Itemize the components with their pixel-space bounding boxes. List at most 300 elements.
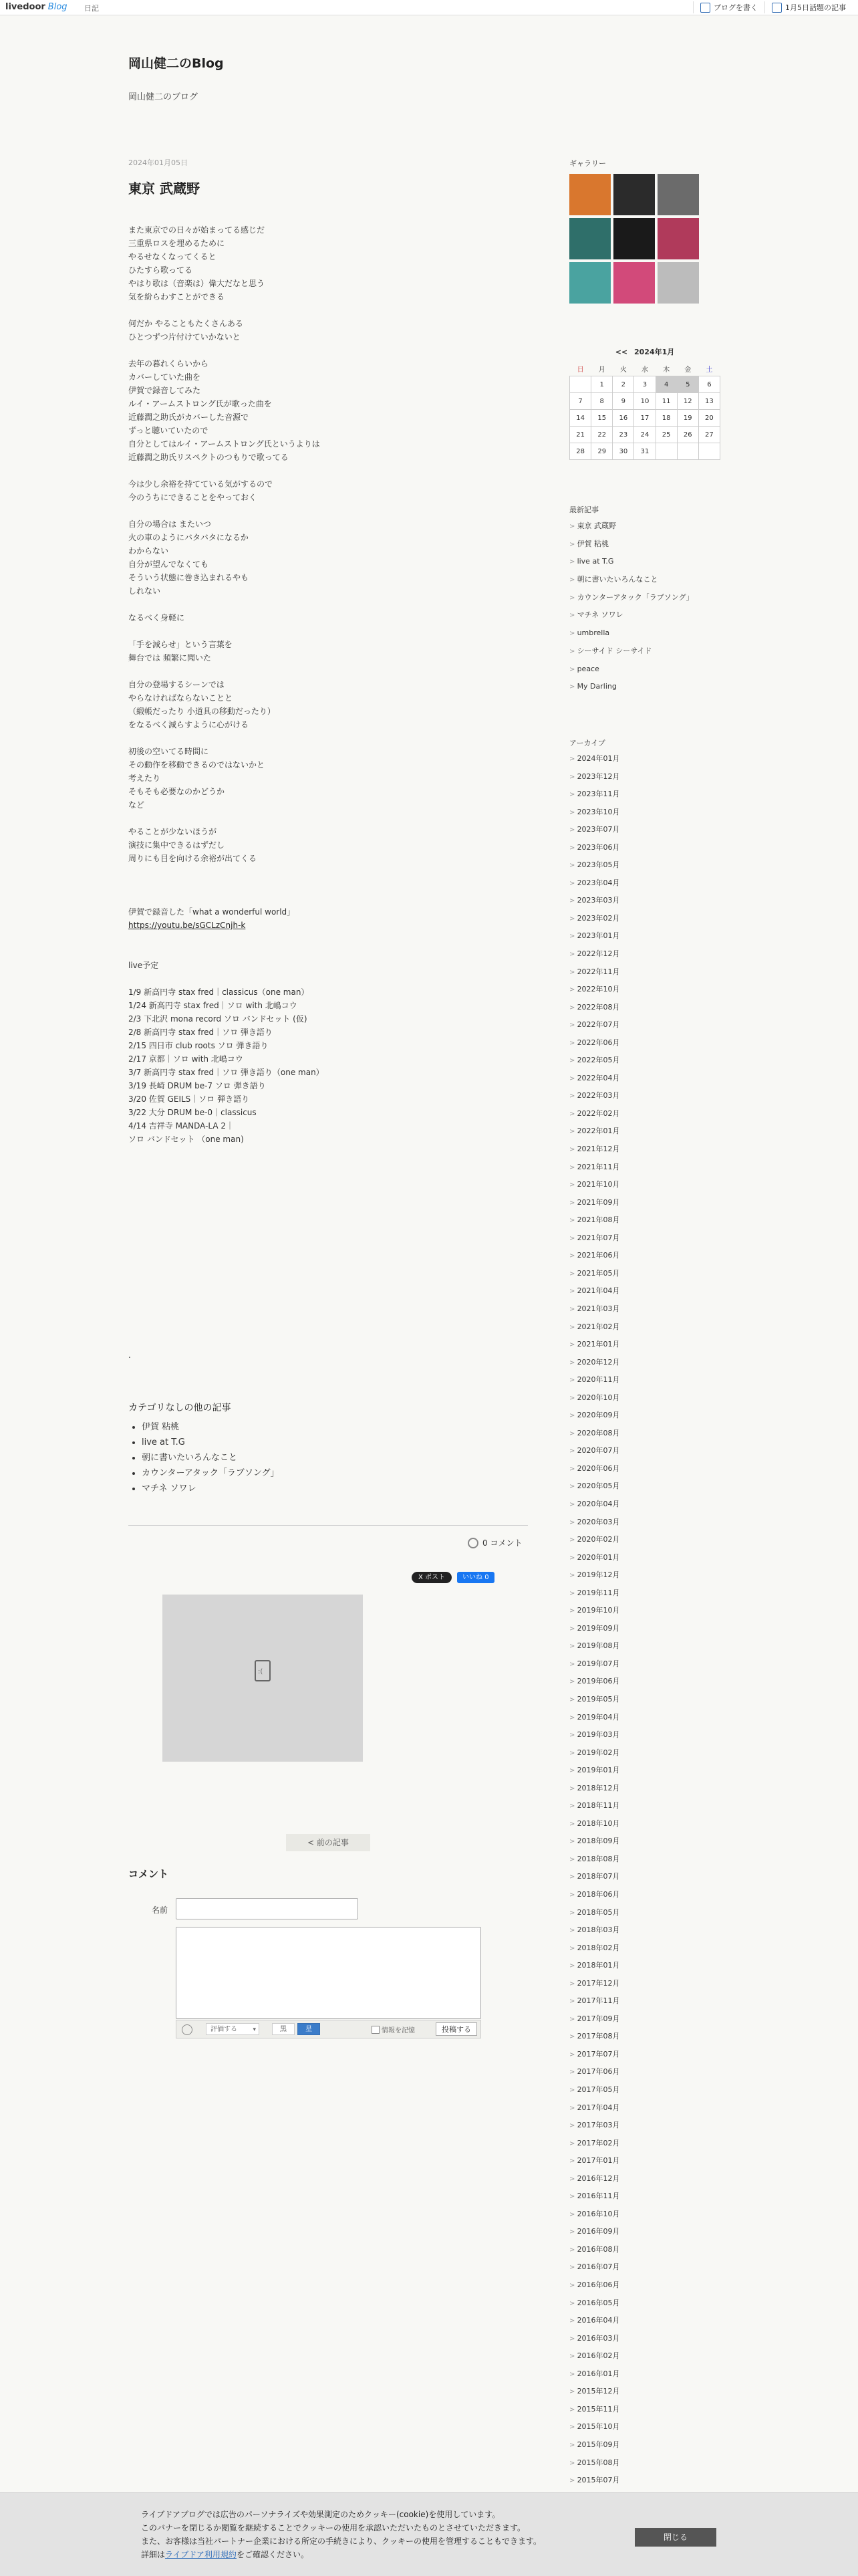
gallery-heading: ギャラリー — [569, 159, 606, 168]
live-heading: live予定 — [128, 961, 159, 970]
calendar-days — [570, 376, 720, 460]
rating-select[interactable]: 評価する ▾ — [206, 2023, 259, 2035]
archive-month-link[interactable]: > 2021年09月 — [569, 1194, 620, 1212]
archive-heading: アーカイブ — [569, 739, 605, 747]
post-line: 近藤潤之助氏リスペクトのつもりで歌ってる — [128, 453, 289, 462]
archive-month-link[interactable]: > 2018年09月 — [569, 1833, 620, 1851]
archive-month-link[interactable]: > 2023年11月 — [569, 786, 620, 804]
archive-month-link[interactable]: > 2020年09月 — [569, 1407, 620, 1425]
archive-month-link[interactable]: > 2020年08月 — [569, 1425, 620, 1443]
archive-month-link[interactable]: > 2016年12月 — [569, 2170, 620, 2188]
topic-article-button[interactable] — [764, 1, 853, 13]
calendar-day: 28 — [570, 443, 591, 460]
live-schedule-item: 3/20 佐賀 GEILS｜ソロ 弾き語り — [128, 1094, 250, 1104]
cookie-close-button[interactable]: 閉じる — [635, 2528, 716, 2547]
archive-month-link[interactable]: > 2019年07月 — [569, 1655, 620, 1673]
archive-month-link[interactable]: > 2019年02月 — [569, 1744, 620, 1762]
archive-month-link[interactable]: > 2015年10月 — [569, 2418, 620, 2436]
archive-month-link[interactable]: > 2022年07月 — [569, 1016, 620, 1034]
post-line: わからない — [128, 546, 169, 556]
category-heading: カテゴリなしの他の記事 — [128, 1403, 231, 1413]
archive-month-link[interactable]: > 2019年11月 — [569, 1585, 620, 1603]
comment-count-label: 0 コメント — [482, 1538, 523, 1548]
post-paragraph — [128, 678, 529, 731]
post-line: ずっと聴いていたので — [128, 426, 208, 435]
recent-posts-heading: 最新記事 — [569, 505, 599, 514]
archive-month-link[interactable]: > 2017年01月 — [569, 2152, 620, 2170]
calendar-day: 12 — [677, 393, 698, 410]
archive-month-link[interactable]: > 2018年08月 — [569, 1851, 620, 1869]
recent-post-link[interactable]: > My Darling — [569, 678, 694, 696]
archive-month-link[interactable]: > 2016年10月 — [569, 2206, 620, 2224]
post-line: また東京での日々が始まってる感じだ — [128, 225, 265, 235]
calendar-day: 26 — [677, 427, 698, 443]
gallery-thumbnail[interactable] — [658, 174, 699, 215]
topic-article-label: 1月5日話題の記事 — [785, 3, 846, 12]
calendar-weekday: 金 — [684, 366, 692, 374]
archive-month-link[interactable]: > 2018年12月 — [569, 1780, 620, 1798]
archive-month-link[interactable]: > 2016年06月 — [569, 2276, 620, 2295]
broken-image-icon — [255, 1660, 271, 1681]
calendar-day: 15 — [591, 410, 613, 427]
archive-month-link[interactable]: > 2016年02月 — [569, 2347, 620, 2365]
post-body — [128, 223, 529, 1146]
archive-month-link[interactable]: > 2023年02月 — [569, 910, 620, 928]
post-line: 舞台では 頻繁に聞いた — [128, 653, 211, 663]
post-line: なるべく身軽に — [128, 613, 185, 622]
archive-month-link[interactable]: > 2021年07月 — [569, 1230, 620, 1248]
post-line: やらなければならないことと — [128, 693, 233, 703]
category-list — [128, 1419, 529, 1496]
post-line: ルイ・アームストロング氏が歌った曲を — [128, 399, 272, 408]
archive-month-link[interactable]: > 2022年01月 — [569, 1123, 620, 1141]
archive-month-link[interactable]: > 2018年05月 — [569, 1904, 620, 1922]
category-list-item — [142, 1419, 529, 1435]
recording-line: 伊賀で録音した「what a wonderful world」 — [128, 907, 295, 917]
post-line: 近藤潤之助氏がカバーした音源で — [128, 413, 249, 422]
archive-month-link[interactable]: > 2018年01月 — [569, 1957, 620, 1975]
archive-month-link[interactable]: > 2017年07月 — [569, 2046, 620, 2064]
archive-month-link[interactable]: > 2022年02月 — [569, 1105, 620, 1123]
archive-month-link[interactable]: > 2022年06月 — [569, 1034, 620, 1052]
pencil-icon — [700, 3, 710, 13]
post-line: その動作を移動できるのではないかと — [128, 760, 265, 770]
calendar-day: 31 — [634, 443, 656, 460]
calendar-day: 27 — [698, 427, 720, 443]
archive-month-link[interactable]: > 2020年07月 — [569, 1442, 620, 1460]
recent-post-link[interactable]: > マチネ ソワレ — [569, 606, 694, 624]
previous-post-button[interactable]: < 前の記事 — [286, 1834, 370, 1851]
archive-month-link[interactable]: > 2018年02月 — [569, 1940, 620, 1958]
archive-month-link[interactable]: > 2021年06月 — [569, 1247, 620, 1265]
gallery-thumbnail[interactable] — [658, 262, 699, 304]
star-toggle[interactable]: 星 — [297, 2023, 320, 2035]
post-line: 去年の暮れくらいから — [128, 359, 209, 368]
archive-month-link[interactable]: > 2022年08月 — [569, 999, 620, 1017]
cookie-line-4 — [141, 2548, 541, 2561]
archive-month-link[interactable]: > 2022年05月 — [569, 1052, 620, 1070]
calendar-day: 9 — [613, 393, 634, 410]
submit-comment-button[interactable]: 投稿する — [436, 2022, 477, 2036]
archive-month-link[interactable]: > 2018年11月 — [569, 1797, 620, 1815]
archive-month-link[interactable]: > 2017年09月 — [569, 2010, 620, 2028]
live-schedule-item: ソロ バンドセット （one man) — [128, 1135, 244, 1144]
category-post-link[interactable]: live at T.G — [142, 1437, 185, 1447]
calendar-empty-cell — [570, 376, 591, 393]
post-line: そもそも必要なのかどうか — [128, 787, 225, 796]
gallery-thumbnail[interactable] — [613, 218, 655, 259]
live-schedule-item: 3/7 新高円寺 stax fred｜ソロ 弾き語り（one man） — [128, 1068, 324, 1077]
calendar-day[interactable]: 5 — [677, 376, 698, 393]
post-line: やるせなくなってくると — [128, 252, 217, 261]
archive-month-link[interactable]: > 2017年12月 — [569, 1975, 620, 1993]
calendar-day: 30 — [613, 443, 634, 460]
archive-month-link[interactable]: > 2016年08月 — [569, 2241, 620, 2259]
archive-month-link[interactable]: > 2017年02月 — [569, 2135, 620, 2153]
archive-month-link[interactable]: > 2017年03月 — [569, 2117, 620, 2135]
live-schedule-item: 1/24 新高円寺 stax fred｜ソロ with 北嶋コウ — [128, 1001, 297, 1010]
calendar-day: 19 — [677, 410, 698, 427]
post-line: 「手を減らせ」という言葉を — [128, 640, 233, 649]
post-line: やることが少ないほうが — [128, 827, 217, 836]
calendar-icon — [772, 3, 782, 13]
archive-month-link[interactable]: > 2023年06月 — [569, 839, 620, 857]
calendar-weekday: 月 — [598, 366, 605, 374]
post-paragraph — [128, 517, 529, 598]
post-line: 初後の空いてる時間に — [128, 747, 209, 756]
calendar-day: 17 — [634, 410, 656, 427]
recent-post-link[interactable]: > live at T.G — [569, 553, 694, 571]
post-line: 自分の登場するシーンでは — [128, 680, 225, 689]
calendar-day: 24 — [634, 427, 656, 443]
live-schedule-item: 4/14 吉祥寺 MANDA-LA 2｜ — [128, 1121, 235, 1131]
calendar-day[interactable]: 4 — [656, 376, 677, 393]
post-paragraphs — [128, 223, 529, 865]
archive-month-link[interactable]: > 2015年09月 — [569, 2436, 620, 2454]
archive-month-link[interactable]: > 2020年12月 — [569, 1354, 620, 1372]
category-post-link[interactable]: 伊賀 粘桃 — [142, 1422, 180, 1432]
post-paragraph — [128, 745, 529, 812]
archive-month-link[interactable]: > 2020年02月 — [569, 1531, 620, 1549]
archive-month-link[interactable]: > 2023年03月 — [569, 892, 620, 910]
post-line: ひたすら歌ってる — [128, 265, 193, 275]
cookie-line-4-pre: 詳細は — [141, 2550, 166, 2559]
archive-month-link[interactable]: > 2019年06月 — [569, 1673, 620, 1691]
calendar — [569, 346, 720, 460]
post-line: 自分の場合は またいつ — [128, 519, 211, 529]
calendar-weekday: 土 — [706, 366, 713, 374]
post-line: 演技に集中できるはずだし — [128, 840, 225, 850]
comment-heading: コメント — [128, 1868, 169, 1880]
comment-form-toolbar — [176, 2020, 481, 2038]
archive-month-link[interactable]: > 2015年08月 — [569, 2454, 620, 2472]
post-line: 火の車のようにバタバタになるか — [128, 533, 249, 542]
calendar-empty-cell — [656, 443, 677, 460]
post-line: やはり歌は（音楽は）偉大だなと思う — [128, 279, 265, 288]
archive-month-link[interactable]: > 2017年08月 — [569, 2028, 620, 2046]
archive-month-link[interactable]: > 2015年07月 — [569, 2472, 620, 2490]
calendar-weekday: 日 — [577, 366, 584, 374]
post-line: （緞帳だったり 小道具の移動だったり） — [128, 707, 275, 716]
archive-month-link[interactable]: > 2019年10月 — [569, 1602, 620, 1620]
name-input[interactable] — [176, 1898, 358, 1919]
calendar-day: 3 — [634, 376, 656, 393]
calendar-day: 10 — [634, 393, 656, 410]
calendar-day: 8 — [591, 393, 613, 410]
calendar-weekday: 木 — [663, 366, 670, 374]
gallery-thumbnail[interactable] — [569, 218, 611, 259]
archive-month-link[interactable]: > 2022年04月 — [569, 1070, 620, 1088]
archive-month-link[interactable]: > 2021年01月 — [569, 1336, 620, 1354]
calendar-day: 2 — [613, 376, 634, 393]
archive-month-link[interactable]: > 2021年02月 — [569, 1318, 620, 1336]
post-paragraph — [128, 611, 529, 624]
calendar-weekdays — [570, 361, 720, 376]
live-schedule-item: 2/3 下北沢 mona record ソロ バンドセット (仮) — [128, 1014, 307, 1024]
archive-month-link[interactable]: > 2016年01月 — [569, 2365, 620, 2383]
gallery-thumbnail[interactable] — [613, 174, 655, 215]
comment-textarea[interactable] — [176, 1927, 481, 2019]
post-line: カバーしていた曲を — [128, 372, 201, 382]
cookie-line-2: このバナーを閉じるか閲覧を継続することでクッキーの使用を承認いただいたものとさせていただきます。 — [141, 2523, 526, 2533]
archive-month-link[interactable]: > 2016年03月 — [569, 2330, 620, 2348]
archive-month-link[interactable]: > 2018年07月 — [569, 1868, 620, 1886]
calendar-week — [570, 410, 720, 427]
archive-list — [569, 750, 620, 2525]
calendar-day: 14 — [570, 410, 591, 427]
category-post-link[interactable]: カウンターアタック「ラブソング」 — [142, 1468, 279, 1478]
calendar-prev-link[interactable]: << — [615, 348, 628, 356]
calendar-day: 16 — [613, 410, 634, 427]
category-list-item — [142, 1435, 529, 1450]
live-schedule-item: 2/8 新高円寺 stax fred｜ソロ 弾き語り — [128, 1028, 273, 1037]
calendar-week — [570, 393, 720, 410]
archive-month-link[interactable]: > 2016年04月 — [569, 2312, 620, 2330]
calendar-month: 2024年1月 — [634, 348, 675, 356]
social-buttons — [412, 1572, 494, 1583]
archive-month-link[interactable]: > 2022年10月 — [569, 981, 620, 999]
recent-post-link[interactable]: > peace — [569, 661, 694, 679]
archive-month-link[interactable]: > 2022年03月 — [569, 1087, 620, 1105]
livedoor-blog-logo[interactable] — [5, 2, 67, 12]
recent-post-link[interactable]: > 朝に書いたいろんなこと — [569, 571, 694, 589]
blog-title[interactable]: 岡山健二のBlog — [128, 56, 224, 71]
archive-month-link[interactable]: > 2019年09月 — [569, 1620, 620, 1638]
archive-month-link[interactable]: > 2022年12月 — [569, 945, 620, 963]
archive-month-link[interactable]: > 2019年12月 — [569, 1566, 620, 1585]
archive-month-link[interactable]: > 2018年03月 — [569, 1921, 620, 1940]
archive-month-link[interactable]: > 2017年06月 — [569, 2063, 620, 2081]
remember-label: 情報を記憶 — [382, 2027, 415, 2034]
calendar-day: 29 — [591, 443, 613, 460]
post-date: 2024年01月05日 — [128, 158, 188, 167]
calendar-day: 25 — [656, 427, 677, 443]
live-schedule-item: 2/17 京都｜ソロ with 北嶋コウ — [128, 1054, 243, 1064]
post-paragraph — [128, 638, 529, 665]
post-paragraph — [128, 477, 529, 504]
youtube-link[interactable]: https://youtu.be/sGCLzCnjh-k — [128, 921, 246, 930]
post-paragraph — [128, 357, 529, 464]
archive-month-link[interactable]: > 2015年12月 — [569, 2383, 620, 2401]
archive-month-link[interactable]: > 2021年08月 — [569, 1211, 620, 1230]
archive-month-link[interactable]: > 2020年06月 — [569, 1460, 620, 1478]
archive-month-link[interactable]: > 2020年10月 — [569, 1389, 620, 1407]
calendar-day: 20 — [698, 410, 720, 427]
archive-month-link[interactable]: > 2023年12月 — [569, 768, 620, 786]
category-block — [128, 1401, 529, 1496]
calendar-week — [570, 427, 720, 443]
archive-month-link[interactable]: > 2018年10月 — [569, 1815, 620, 1833]
calendar-week — [570, 443, 720, 460]
calendar-day: 18 — [656, 410, 677, 427]
category-post-link[interactable]: マチネ ソワレ — [142, 1484, 196, 1494]
cookie-line-3: また、お客様は当社パートナー企業における所定の手続きにより、クッキーの使用を管理することもできます。 — [141, 2537, 542, 2546]
calendar-week — [570, 376, 720, 393]
archive-month-link[interactable]: > 2019年03月 — [569, 1726, 620, 1744]
calendar-weekday: 火 — [619, 366, 627, 374]
archive-month-link[interactable]: > 2019年01月 — [569, 1762, 620, 1780]
category-post-link[interactable]: 朝に書いたいろんなこと — [142, 1453, 238, 1463]
nav-diary-link[interactable]: 日記 — [84, 4, 99, 13]
archive-month-link[interactable]: > 2024年01月 — [569, 750, 620, 768]
archive-month-link[interactable]: > 2021年05月 — [569, 1265, 620, 1283]
calendar-day: 11 — [656, 393, 677, 410]
calendar-empty-cell — [698, 443, 720, 460]
archive-month-link[interactable]: > 2021年03月 — [569, 1300, 620, 1318]
calendar-day: 13 — [698, 393, 720, 410]
post-line: 自分としてはルイ・アームストロング氏というよりは — [128, 439, 320, 449]
archive-month-link[interactable]: > 2019年05月 — [569, 1691, 620, 1709]
archive-month-link[interactable]: > 2019年08月 — [569, 1637, 620, 1655]
archive-month-link[interactable]: > 2017年04月 — [569, 2099, 620, 2117]
archive-month-link[interactable]: > 2022年11月 — [569, 963, 620, 981]
comment-icon — [468, 1538, 478, 1548]
black-toggle[interactable]: 黒 — [272, 2023, 295, 2035]
recent-post-link[interactable]: > カウンターアタック「ラブソング」 — [569, 589, 694, 607]
remember-info[interactable] — [372, 2024, 415, 2034]
post-line: そういう状態に巻き込まれるやも — [128, 573, 249, 582]
live-schedule-item: 1/9 新高円寺 stax fred｜classicus（one man） — [128, 987, 309, 997]
archive-month-link[interactable]: > 2019年04月 — [569, 1709, 620, 1727]
cookie-line-4-post: をご確認ください。 — [236, 2550, 309, 2559]
post-line: 伊賀で録音してみた — [128, 386, 201, 395]
archive-month-link[interactable]: > 2017年05月 — [569, 2081, 620, 2099]
category-list-item — [142, 1481, 529, 1496]
x-post-button[interactable]: X ポスト — [412, 1572, 452, 1583]
category-list-item — [142, 1466, 529, 1481]
post-line: 周りにも目を向ける余裕が出てくる — [128, 854, 257, 863]
archive-month-link[interactable]: > 2016年11月 — [569, 2188, 620, 2206]
archive-month-link[interactable]: > 2023年01月 — [569, 927, 620, 945]
archive-month-link[interactable]: > 2017年11月 — [569, 1992, 620, 2010]
recent-post-link[interactable]: > 伊賀 粘桃 — [569, 536, 694, 554]
archive-month-link[interactable]: > 2021年12月 — [569, 1141, 620, 1159]
remember-checkbox[interactable] — [372, 2026, 380, 2034]
archive-month-link[interactable]: > 2018年06月 — [569, 1886, 620, 1904]
live-schedule — [128, 985, 529, 1146]
live-schedule-item: 3/19 長崎 DRUM be-7 ソロ 弾き語り — [128, 1081, 266, 1090]
post-line: 気を紛らわすことができる — [128, 292, 225, 302]
post-line: ひとつずつ片付けていかないと — [128, 332, 241, 342]
facebook-like-button[interactable]: いいね 0 — [457, 1572, 494, 1583]
calendar-day: 1 — [591, 376, 613, 393]
archive-month-link[interactable]: > 2023年10月 — [569, 804, 620, 822]
category-list-item — [142, 1450, 529, 1466]
name-label: 名前 — [152, 1905, 168, 1915]
post-paragraph — [128, 825, 529, 865]
calendar-day: 7 — [570, 393, 591, 410]
logo-suffix: Blog — [47, 2, 67, 12]
cookie-line-1: ライブドアブログでは広告のパーソナライズや効果測定のためクッキー(cookie)を使用しています。 — [141, 2510, 500, 2519]
archive-month-link[interactable]: > 2015年11月 — [569, 2401, 620, 2419]
calendar-day: 6 — [698, 376, 720, 393]
gallery-thumbnail[interactable] — [569, 262, 611, 304]
gallery-thumbnail[interactable] — [658, 218, 699, 259]
recent-post-link[interactable]: > シーサイド シーサイド — [569, 642, 694, 661]
calendar-header — [569, 346, 720, 357]
write-blog-label: ブログを書く — [714, 3, 758, 12]
archive-month-link[interactable]: > 2020年05月 — [569, 1478, 620, 1496]
terms-link[interactable]: ライブドア利用規約 — [165, 2550, 237, 2559]
post-line: 今は少し余裕を持てている気がするので — [128, 479, 273, 489]
archive-month-link[interactable]: > 2023年07月 — [569, 821, 620, 839]
post-paragraph — [128, 223, 529, 304]
comment-count-link[interactable] — [468, 1537, 522, 1548]
calendar-empty-cell — [677, 443, 698, 460]
archive-month-link[interactable]: > 2020年11月 — [569, 1371, 620, 1389]
post-line: 自分が望んでなくても — [128, 560, 209, 569]
archive-month-link[interactable]: > 2021年10月 — [569, 1176, 620, 1194]
post-line: 考えたり — [128, 774, 161, 783]
write-blog-button[interactable] — [693, 1, 764, 13]
recent-post-link[interactable]: > umbrella — [569, 624, 694, 642]
archive-month-link[interactable]: > 2016年07月 — [569, 2258, 620, 2276]
embedded-media-placeholder[interactable] — [162, 1595, 363, 1762]
divider — [128, 1525, 528, 1526]
cookie-message — [141, 2508, 541, 2561]
gallery-thumbnail[interactable] — [613, 262, 655, 304]
post-line: 今のうちにできることをやっておく — [128, 493, 257, 502]
archive-month-link[interactable]: > 2021年04月 — [569, 1282, 620, 1300]
calendar-day: 21 — [570, 427, 591, 443]
archive-month-link[interactable]: > 2023年05月 — [569, 856, 620, 874]
emoji-icon[interactable] — [182, 2024, 192, 2035]
post-dot: . — [128, 1351, 131, 1360]
post-line: 何だか やることもたくさんある — [128, 319, 243, 328]
calendar-day: 23 — [613, 427, 634, 443]
cookie-banner — [0, 2492, 858, 2576]
post-line: しれない — [128, 586, 161, 596]
gallery-thumbnail[interactable] — [569, 174, 611, 215]
archive-month-link[interactable]: > 2021年11月 — [569, 1159, 620, 1177]
archive-month-link[interactable]: > 2020年01月 — [569, 1549, 620, 1567]
blog-description: 岡山健二のブログ — [128, 92, 198, 102]
archive-month-link[interactable]: > 2016年09月 — [569, 2223, 620, 2241]
archive-month-link[interactable]: > 2016年05月 — [569, 2295, 620, 2313]
recent-posts-list — [569, 517, 694, 696]
post-title[interactable]: 東京 武蔵野 — [128, 181, 200, 197]
logo-text: livedoor — [5, 2, 45, 12]
archive-month-link[interactable]: > 2020年03月 — [569, 1514, 620, 1532]
calendar-table — [569, 361, 720, 460]
global-header — [0, 0, 858, 15]
live-schedule-item: 2/15 四日市 club roots ソロ 弾き語り — [128, 1041, 269, 1050]
post-line: 三重県ロスを埋めるために — [128, 239, 225, 248]
archive-month-link[interactable]: > 2020年04月 — [569, 1496, 620, 1514]
archive-month-link[interactable]: > 2023年04月 — [569, 874, 620, 893]
recent-post-link[interactable]: > 東京 武蔵野 — [569, 517, 694, 536]
calendar-weekday: 水 — [641, 366, 648, 374]
